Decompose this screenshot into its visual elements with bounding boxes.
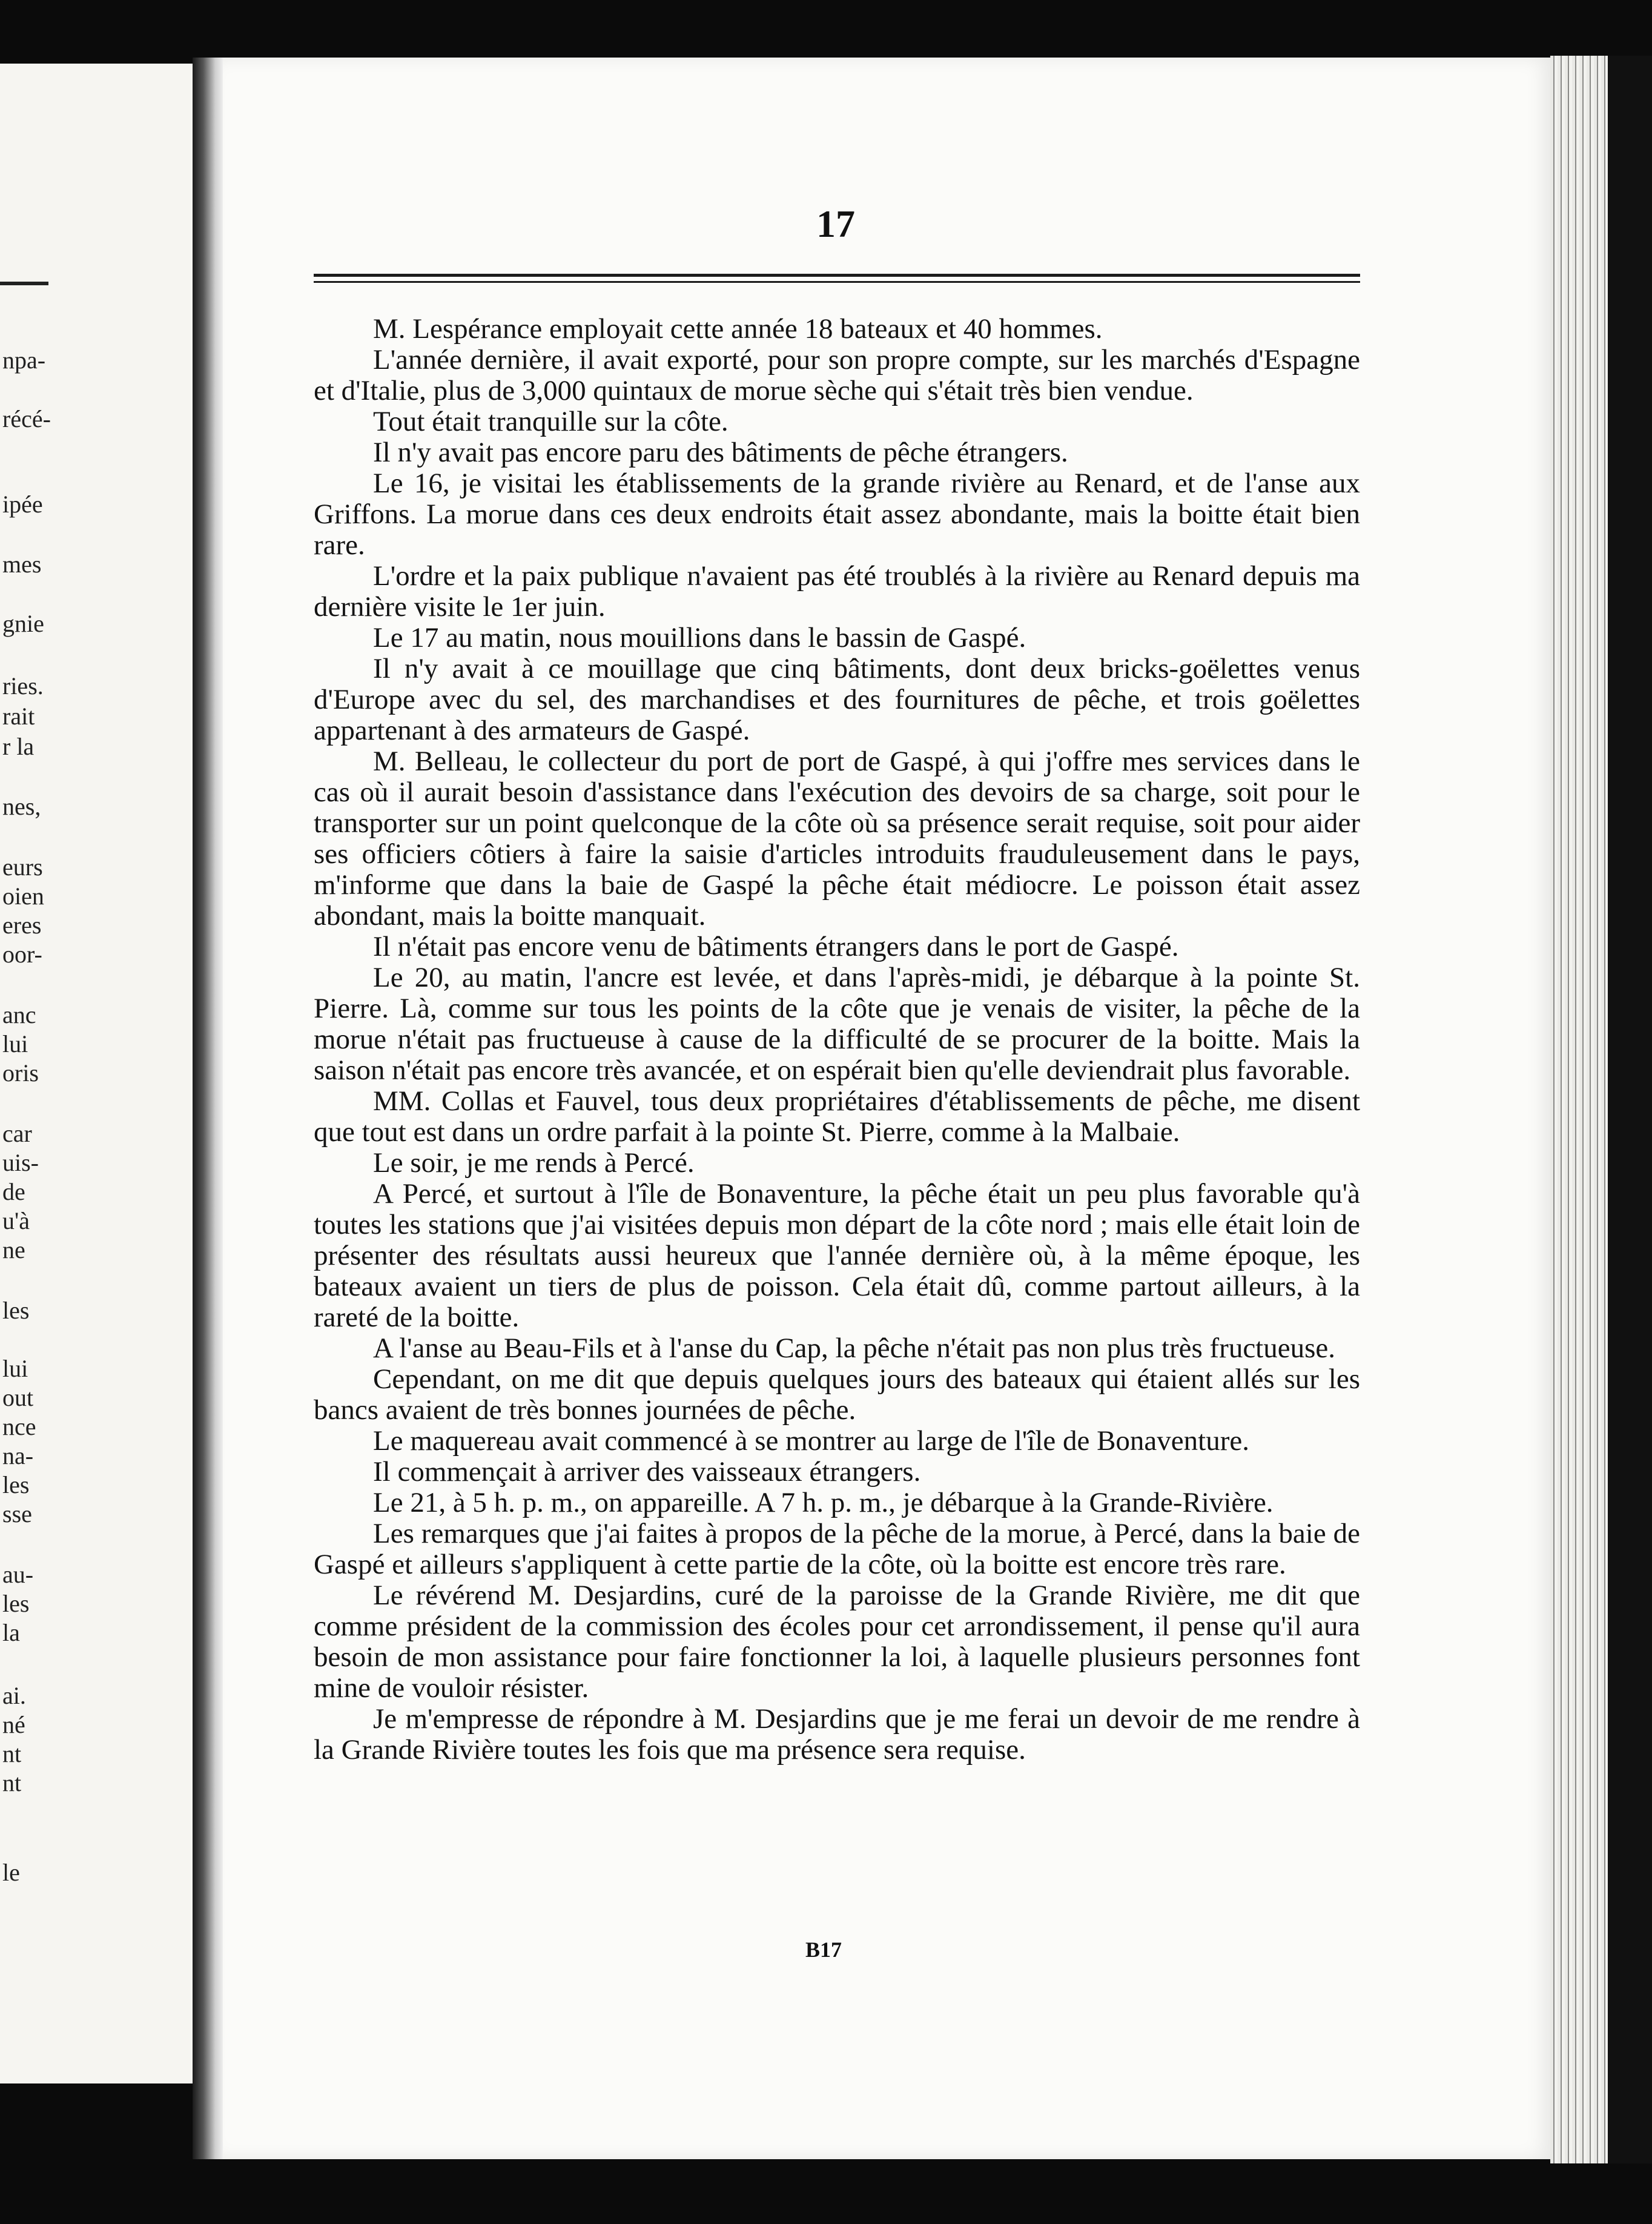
left-page-fragment: ai.	[2, 1682, 26, 1709]
left-page-fragment: eres	[2, 912, 42, 939]
left-page-fragment: car	[2, 1120, 32, 1147]
paragraph: Le 16, je visitai les établissements de la grande rivière au Renard, et de l'anse aux Griffons. La morue dans ces deux endroits était assez abondante, mais la boitte était bien rare.	[314, 468, 1360, 561]
left-page-fragment: au-	[2, 1561, 34, 1588]
left-page-fragment: les	[2, 1471, 30, 1498]
left-page-fragment: ipée	[2, 491, 43, 518]
paragraph: A Percé, et surtout à l'île de Bonaventure, la pêche était un peu plus favorable qu'à toutes les stations que j'ai visitées depuis mon départ de la côte nord ; mais elle était loin de présenter des résultats aussi heureux que l'année dernière où, à la même époque, les bateaux avaient un tiers de plus de poisson. Cela était dû, comme partout ailleurs, à la rareté de la boitte.	[314, 1178, 1360, 1333]
left-page-fragment: nt	[2, 1740, 22, 1767]
paragraph: M. Lespérance employait cette année 18 bateaux et 40 hommes.	[373, 313, 1103, 345]
left-page-fragment: de	[2, 1178, 25, 1205]
page-number: 17	[816, 202, 855, 245]
left-page-fragment: nce	[2, 1413, 36, 1440]
left-page-fragment: mes	[2, 551, 42, 578]
paragraph: Le soir, je me rends à Percé.	[373, 1147, 695, 1179]
paragraph: Cependant, on me dit que depuis quelques jours des bateaux qui étaient allés sur les bancs avaient de très bonnes journées de pêche.	[314, 1363, 1360, 1426]
header-rule-top	[314, 274, 1360, 277]
left-page-fragment: uis-	[2, 1149, 39, 1176]
paragraph: Le 17 au matin, nous mouillions dans le bassin de Gaspé.	[373, 622, 1026, 654]
paragraph: Les remarques que j'ai faites à propos de la pêche de la morue, à Percé, dans la baie de Gaspé et ailleurs s'appliquent à cette partie de la côte, où la boitte est encore très rare.	[314, 1518, 1360, 1580]
page-edges	[1550, 56, 1608, 2163]
left-page-fragment: ne	[2, 1236, 25, 1263]
left-page-fragment: ries.	[2, 672, 44, 700]
left-page-fragment: les	[2, 1297, 30, 1324]
paragraph: L'ordre et la paix publique n'avaient pas été troublés à la rivière au Renard depuis ma dernière visite le 1er juin.	[314, 560, 1360, 623]
left-page-fragment: u'à	[2, 1207, 30, 1234]
left-page-fragment: né	[2, 1711, 25, 1738]
left-page-fragment: gnie	[2, 610, 44, 637]
paragraph: Le 20, au matin, l'ancre est levée, et dans l'après-midi, je débarque à la pointe St. Pierre. Là, comme sur tous les points de la côte que je venais de visiter, la pêche de la morue n'était pas fructueuse à cause de la difficulté de se procurer de la boitte. Mais la saison n'était pas encore très avancée, et on espérait bien qu'elle deviendrait plus favorable.	[314, 962, 1360, 1086]
paragraph: Tout était tranquille sur la côte.	[373, 406, 729, 437]
left-page-fragment: oor-	[2, 941, 42, 968]
paragraph: MM. Collas et Fauvel, tous deux propriétaires d'établissements de pêche, me disent que tout est dans un ordre parfait à la pointe St. Pierre, comme à la Malbaie.	[314, 1085, 1360, 1148]
signature-mark: B17	[805, 1938, 842, 1962]
book-gutter	[193, 58, 223, 2159]
left-page-fragment: eurs	[2, 853, 43, 881]
left-page-fragment: nt	[2, 1769, 22, 1796]
paragraph: Il commençait à arriver des vaisseaux étrangers.	[373, 1456, 921, 1488]
left-page-fragment: oris	[2, 1059, 39, 1087]
paragraph: A l'anse au Beau-Fils et à l'anse du Cap, la pêche n'était pas non plus très fructueuse.	[373, 1332, 1336, 1364]
left-page	[0, 64, 193, 2083]
paragraph: Le révérend M. Desjardins, curé de la paroisse de la Grande Rivière, me dit que comme président de la commission des écoles pour cet arrondissement, il pense qu'il aura besoin de mon assistance pour faire fonctionner la loi, à laquelle plusieurs personnes font mine de vouloir résister.	[314, 1580, 1360, 1704]
left-page-fragment: sse	[2, 1500, 32, 1527]
paragraph: Le maquereau avait commencé à se montrer au large de l'île de Bonaventure.	[373, 1425, 1249, 1457]
paragraph: Je m'empresse de répondre à M. Desjardins que je me ferai un devoir de me rendre à la Grande Rivière toutes les fois que ma présence sera requise.	[314, 1703, 1360, 1766]
left-page-fragment: out	[2, 1384, 34, 1411]
left-page-fragment: na-	[2, 1442, 34, 1469]
left-page-fragment: les	[2, 1590, 30, 1617]
paragraph: Il n'était pas encore venu de bâtiments étrangers dans le port de Gaspé.	[373, 931, 1179, 962]
paragraph: L'année dernière, il avait exporté, pour son propre compte, sur les marchés d'Espagne et d'Italie, plus de 3,000 quintaux de morue sèche qui s'était très bien vendue.	[314, 344, 1360, 406]
left-page-fragment: anc	[2, 1001, 36, 1028]
left-page-fragment: r la	[2, 733, 35, 760]
left-page-fragment: rait	[2, 703, 35, 730]
body-text	[314, 314, 1360, 1766]
left-page-fragment: récé-	[2, 405, 51, 432]
paragraph: Le 21, à 5 h. p. m., on appareille. A 7 h. p. m., je débarque à la Grande-Rivière.	[373, 1487, 1274, 1518]
edge-shadow	[1608, 56, 1652, 2163]
left-page-fragment: nes,	[2, 793, 41, 820]
header-rule-bottom	[314, 281, 1360, 283]
left-page-fragment: le	[2, 1859, 20, 1886]
left-page-rule	[0, 282, 48, 285]
left-page-fragment: lui	[2, 1030, 28, 1057]
paragraph: M. Belleau, le collecteur du port de port de Gaspé, à qui j'offre mes services dans le cas où il aurait besoin d'assistance dans l'exécution des devoirs de sa charge, soit pour le transporter sur un point quelconque de la côte où sa présence serait requise, soit pour aider ses officiers côtiers à faire la saisie d'articles introduits frauduleusement dans le pays, m'informe que dans la baie de Gaspé la pêche était médiocre. Le poisson était assez abondant, mais la boitte manquait.	[314, 746, 1360, 932]
paragraph: Il n'y avait pas encore paru des bâtiments de pêche étrangers.	[373, 437, 1068, 468]
left-page-fragment: la	[2, 1619, 20, 1646]
paragraph: Il n'y avait à ce mouillage que cinq bâtiments, dont deux bricks-goëlettes venus d'Europe avec du sel, des marchandises et des fournitures de pêche, et trois goëlettes appartenant à des armateurs de Gaspé.	[314, 653, 1360, 746]
left-page-fragment: lui	[2, 1355, 28, 1382]
left-page-fragment: npa-	[2, 346, 46, 374]
left-page-fragment: oien	[2, 882, 44, 910]
